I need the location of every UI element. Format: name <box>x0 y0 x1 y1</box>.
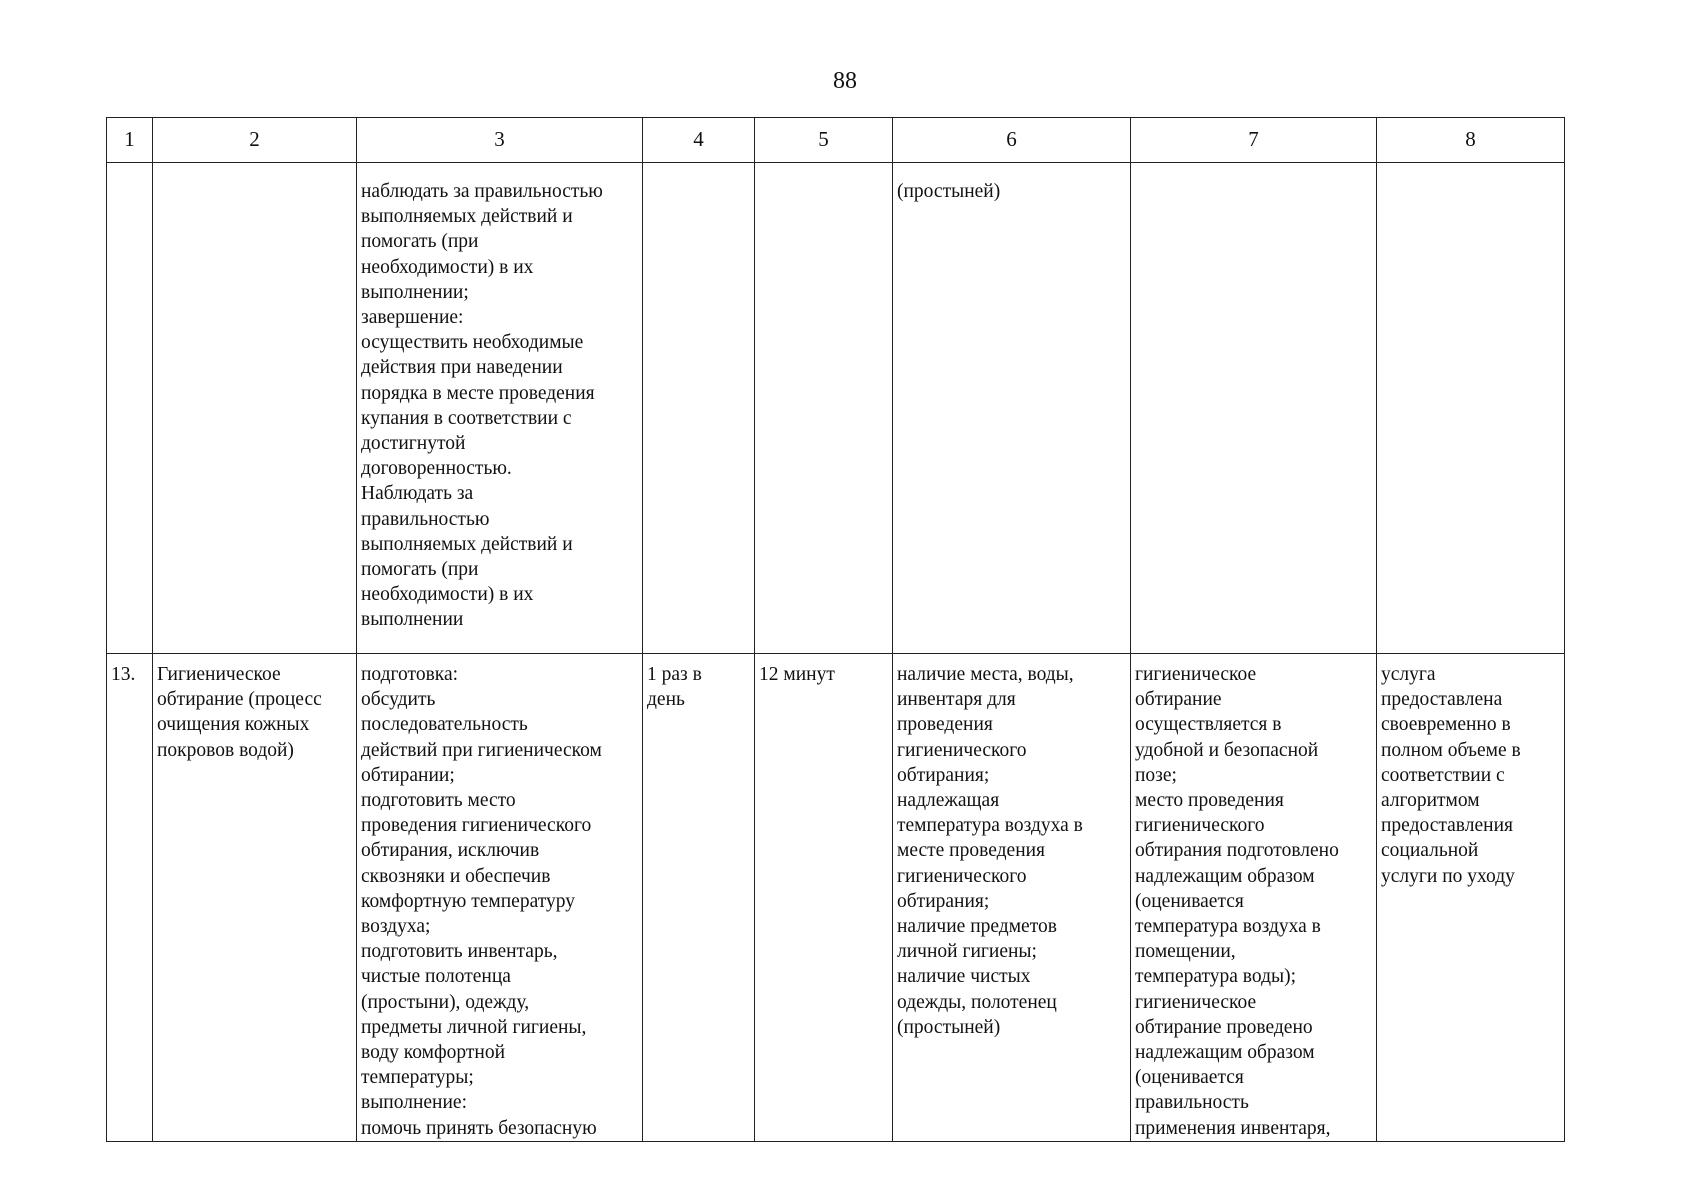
column-header: 3 <box>357 118 643 163</box>
table-cell <box>643 163 755 654</box>
table-cell <box>1377 163 1565 654</box>
column-header: 4 <box>643 118 755 163</box>
table-cell: 1 раз в день <box>643 654 755 1142</box>
table-cell <box>153 163 357 654</box>
column-header: 1 <box>107 118 153 163</box>
column-header: 5 <box>755 118 893 163</box>
table-cell: подготовка: обсудить последовательность действий при гигиеническом обтирании; подготовить место проведения гигиенического обтирания, исключив сквозняки и обеспечив комфортную температуру воздуха; подготовить инвентарь, чистые полотенца (простыни), одежду, предметы личной гигиены, воду комфортной температуры; выполнение: помочь принять безопасную <box>357 654 643 1142</box>
table-header-row <box>107 118 1565 163</box>
table-cell: Гигиеническое обтирание (процесс очищения кожных покровов водой) <box>153 654 357 1142</box>
services-table <box>106 117 1565 1142</box>
page-number: 88 <box>833 68 857 94</box>
table-cell: 12 минут <box>755 654 893 1142</box>
table-cell: наблюдать за правильностью выполняемых действий и помогать (при необходимости) в их выполнении; завершение: осуществить необходимые действия при наведении порядка в месте проведения купания в соответствии с достигнутой договоренностью. Наблюдать за правильностью выполняемых действий и помогать (при необходимости) в их выполнении <box>357 163 643 654</box>
column-header: 2 <box>153 118 357 163</box>
table-cell: услуга предоставлена своевременно в полном объеме в соответствии с алгоритмом предоставления социальной услуги по уходу <box>1377 654 1565 1142</box>
table-cell <box>755 163 893 654</box>
table-cell: 13. <box>107 654 153 1142</box>
table-row <box>107 163 1565 654</box>
table-cell: наличие места, воды, инвентаря для проведения гигиенического обтирания; надлежащая температура воздуха в месте проведения гигиенического обтирания; наличие предметов личной гигиены; наличие чистых одежды, полотенец (простыней) <box>893 654 1131 1142</box>
table-cell: гигиеническое обтирание осуществляется в удобной и безопасной позе; место проведения гигиенического обтирания подготовлено надлежащим образом (оценивается температура воздуха в помещении, температура воды); гигиеническое обтирание проведено надлежащим образом (оценивается правильность применения инвентаря, <box>1131 654 1377 1142</box>
table-cell <box>107 163 153 654</box>
table-row <box>107 654 1565 1142</box>
table-cell <box>1131 163 1377 654</box>
table-cell: (простыней) <box>893 163 1131 654</box>
column-header: 8 <box>1377 118 1565 163</box>
column-header: 7 <box>1131 118 1377 163</box>
column-header: 6 <box>893 118 1131 163</box>
